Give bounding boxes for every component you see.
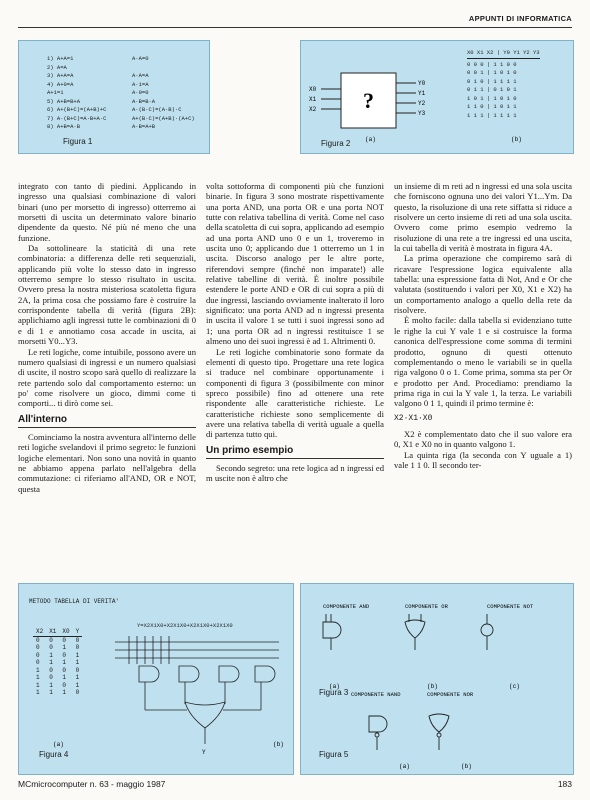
truth-table-cell: 0 — [62, 666, 67, 674]
truth-table-cell: 0 — [49, 644, 53, 651]
and-gate-icon — [323, 622, 341, 638]
paragraph: X2 è complementato dato che il suo valore era 0, X1 e X0 no in quanto valgono 1. — [394, 428, 572, 450]
nor-gate-icon — [429, 714, 449, 732]
truth-table-row: 1 0 1 | 1 0 1 0 — [467, 94, 517, 102]
input-x0-label: X0 — [309, 86, 317, 93]
figure-4-expression: Y=X2X1X0+X2X1X0+X2X1X0+X2X1X0 — [137, 622, 233, 629]
truth-table-cell: 0 — [36, 659, 40, 666]
identity-left: 6) A+(B+C)=(A+B)+C — [47, 106, 107, 113]
section-header: APPUNTI DI INFORMATICA — [468, 14, 572, 23]
formula-term: X2·X1·X0 — [394, 413, 433, 423]
identity-right: A·A=A — [132, 72, 149, 79]
nand-title: COMPONENTE NAND — [351, 691, 401, 698]
truth-table-row: 1 1 0 | 1 0 1 1 — [467, 103, 517, 110]
paragraph: Le reti logiche combinatorie sono formate da elementi di questo tipo. Progettare una rete logica si traduce nel combinare opportunamente i componenti di figura 3 (possibilmente con minor spreco possibile) fino ad ottenere una rete rispondente alle caratteristiche richieste. Le caratteristiche richieste sono semplicemente di avere una relativa tabella di verità uguale a quella di partenza tutto qui. — [206, 346, 384, 440]
fig5-sub-b: (b) — [461, 763, 472, 770]
truth-table-cell: 0 — [49, 636, 53, 644]
identity-row — [47, 98, 207, 107]
truth-table-cell: 1 — [62, 689, 67, 696]
truth-table-header-cell: X1 — [46, 628, 59, 636]
truth-table-2 — [467, 49, 540, 120]
identity-right: A·B=B·A — [132, 97, 156, 105]
truth-table-cell: 1 — [75, 651, 80, 659]
truth-table-cell: 1 — [62, 674, 67, 681]
fig3-sub-b: (b) — [427, 683, 438, 690]
truth-table-cell: 1 — [36, 681, 40, 689]
paragraph: un insieme di m reti ad n ingressi ed una sola uscita che forniscono ognuna uno dei valori Y1...Ym. Da questo, la risoluzione di una rete siffatta si riduce a risolvere un certo insieme di reti ad una sola uscita. Ovvero come primo esempio vedremo la risoluzione di una rete a tre ingressi ed una uscita, la cui tabella di verità è mostrata in figura 4A. — [394, 181, 572, 254]
truth-table-cell: 0 — [75, 666, 80, 674]
identity-right: A·B=A+B — [132, 123, 156, 130]
fig4-sub-a: (a) — [53, 741, 64, 748]
not-title: COMPONENTE NOT — [487, 603, 534, 610]
truth-table-cell: 1 — [36, 689, 40, 696]
truth-table-cell: 0 — [49, 674, 53, 681]
identity-row — [47, 72, 207, 81]
circuit-output-label: Y — [202, 749, 206, 756]
identity-right: A·0=0 — [132, 89, 149, 96]
truth-table-cell: 0 — [36, 644, 40, 651]
truth-table-cell: 1 — [36, 666, 40, 674]
output-y1-label: Y1 — [418, 90, 426, 97]
truth-table-cell: 1 — [49, 681, 53, 689]
header-divider — [18, 27, 572, 28]
truth-table-cell: 0 — [49, 666, 53, 674]
paragraph: Cominciamo la nostra avventura all'interno delle reti logiche svelandovi il primo segreto: le funzioni logiche elementari. Non sono una novità in quanto ne abbiamo appena parlato nell'algebra della commutazione: ci riferiamo all'AND, OR e NOT, questa — [18, 431, 196, 494]
output-y3-label: Y3 — [418, 110, 426, 117]
fig4-sub-b: (b) — [273, 741, 284, 748]
figure-4-box — [18, 583, 294, 775]
identity-right: A·1=A — [132, 80, 149, 88]
identity-left: 1) A+A=1 — [47, 55, 74, 62]
boolean-identities-list — [47, 55, 207, 132]
truth-table-header-cell: X0 — [59, 628, 72, 636]
truth-table-row: 0 1 1 | 0 1 0 1 — [467, 86, 517, 93]
fig2-sub-a: (a) — [365, 136, 376, 143]
input-x1-label: X1 — [309, 96, 317, 103]
paragraph: Da sottolineare la staticità di una rete combinatoria: a differenza delle reti sequenziali, applicando più volte lo stesso dato in ingresso otterremo sempre lo stesso risultato in uscita. Ovvero presa la nostra misteriosa scatoletta figura 2A, la prima cosa che possiamo fare è costruire la corrispondente tabella di verità (figura 2B): applichiamo agli ingressi tutte le combinazioni di 0 e di 1 e annotiamo cosa accade in uscita, ai morsetti Y0...Y3. — [18, 243, 196, 347]
truth-table-cell: 1 — [75, 674, 80, 681]
identity-right: A+(B·C)=(A+B)·(A+C) — [132, 114, 195, 122]
truth-table-row: 0 0 0 | 1 1 0 0 — [467, 60, 517, 68]
or-gate-icon — [405, 620, 425, 638]
output-y0-label: Y0 — [418, 80, 426, 87]
figure-2-caption: Figura 2 — [321, 139, 351, 148]
text-column-2 — [206, 181, 384, 484]
text-column-3 — [394, 181, 572, 470]
truth-table-cell: 0 — [75, 644, 80, 651]
figure-1-caption: Figura 1 — [63, 137, 93, 146]
identity-left: 5) A+B=B+A — [47, 97, 81, 105]
truth-table-header-cell: Y — [73, 628, 83, 636]
paragraph: Le reti logiche, come intuibile, possono avere un numero qualsiasi di ingressi e un numero qualsiasi di uscite, il nostro scopo sarà quello di realizzare la rete partendo solo dal comportamento esterno: un po' come risolvere un gioco, dimmi come ti comporti... ti dirò come sei. — [18, 346, 196, 409]
truth-table-header-cell: X2 — [33, 628, 46, 636]
section-heading-allinterno: All'interno — [18, 415, 196, 428]
truth-table-cell: 0 — [62, 636, 67, 644]
truth-table-row: 1 1 1 | 1 1 1 1 — [467, 111, 517, 119]
truth-table-cell: 1 — [49, 659, 53, 666]
truth-table-cell: 0 — [36, 651, 40, 659]
figure-4-caption: Figura 4 — [39, 750, 69, 759]
truth-table-cell: 1 — [75, 659, 80, 666]
logic-gates-diagram — [301, 584, 573, 774]
paragraph: integrato con tanto di piedini. Applicando in ingresso una qualsiasi combinazione di valori binari (uno per morsetto di ingresso) otterremo ai morsetti di uscita un determinato valore binario dipendente da questo. Né più né meno che una funzione. — [18, 181, 196, 243]
identity-row — [47, 89, 207, 98]
and-title: COMPONENTE AND — [323, 603, 370, 610]
or-title: COMPONENTE OR — [405, 603, 448, 610]
identity-row — [47, 115, 207, 124]
truth-table-2-header: X0 X1 X2 | Y0 Y1 Y2 Y3 — [467, 49, 540, 59]
fig5-sub-a: (a) — [399, 763, 410, 770]
footer-magazine: MCmicrocomputer n. 63 - maggio 1987 — [18, 779, 166, 789]
section-heading-primo-esempio: Un primo esempio — [206, 446, 384, 459]
truth-table-cell: 0 — [62, 681, 67, 689]
paragraph: Secondo segreto: una rete logica ad n ingressi ed m uscite non è altro che — [206, 462, 384, 484]
paragraph: volta sottoforma di componenti più che funzioni binarie. In figura 3 sono mostrate rispettivamente una porta AND, una porta OR e una porta NOT tutte con relativa tabellina di verità. Come nel caso della scatoletta di cui sopra, applicando ad esempio ad una porta AND uno 0 e un 1, troveremo in uscita uno 0; applicando due 1 otterremo un 1 in uscita. Discorso analogo per le altre porte, riferendovi sempre (finché non imparate!) alle relative tabelline di verità. È inoltre possibile estendere le porte AND e OR di cui sopra a più di due ingressi, lasciando ovviamente inalterato il loro significato: una porta AND ad n ingressi presenta in uscita il valore 1 se tutti i suoi ingressi sono ad 1; una porta OR ad n ingressi restituisce 1 se almeno uno dei suoi ingressi è ad 1. Altrimenti 0. — [206, 181, 384, 347]
figure-4-title: METODO TABELLA DI VERITA' — [29, 598, 120, 605]
figure-5-caption: Figura 5 — [319, 750, 349, 759]
output-y2-label: Y2 — [418, 100, 426, 107]
figure-2-box — [300, 40, 574, 154]
truth-table-cell: 1 — [62, 659, 67, 666]
input-x2-label: X2 — [309, 106, 317, 113]
figure-1-box — [18, 40, 210, 154]
identity-right: A·A=0 — [132, 55, 149, 62]
truth-table-cell: 0 — [75, 636, 80, 644]
truth-table-cell: 1 — [36, 674, 40, 681]
truth-table-cell: 1 — [75, 681, 80, 689]
page-number: 183 — [557, 779, 572, 789]
identity-row — [47, 81, 207, 90]
identity-left: 2) A=A — [47, 63, 67, 71]
truth-table-cell: 0 — [75, 689, 80, 696]
paragraph: È molto facile: dalla tabella si evidenziano tutte le righe la cui Y vale 1 e si costruisce la forma canonica dell'espressione come somma di termini prodotto, ognuno di questi ottenuto complementando o meno le variabili se in quella riga valgono 0 o 1. Come prima, somma sta per Or e prodotto per And. Procediamo: prendiamo la prima riga in cui la Y vale 1, la terza. Le variabili valgono 0 1 1, quindi il primo termine è: — [394, 315, 572, 409]
truth-table-row: 0 1 0 | 1 1 1 1 — [467, 77, 517, 85]
truth-table-row: 0 0 1 | 1 0 1 0 — [467, 69, 517, 76]
paragraph: La quinta riga (la seconda con Y uguale a 1) vale 1 1 0. Il secondo ter- — [394, 449, 572, 470]
fig2-sub-b: (b) — [511, 136, 522, 143]
identity-row — [47, 55, 207, 64]
text-column-1 — [18, 181, 196, 494]
identity-row — [47, 64, 207, 73]
logic-circuit-diagram — [19, 584, 293, 774]
identity-left: 3) A+A=A — [47, 72, 74, 79]
truth-table-cell: 1 — [62, 644, 67, 651]
identity-row — [47, 123, 207, 132]
identity-right: A·(B·C)=(A·B)·C — [132, 106, 182, 113]
figure-3-5-box — [300, 583, 574, 775]
not-gate-icon — [481, 624, 493, 636]
truth-table-2-rows — [467, 61, 540, 121]
paragraph: La prima operazione che compiremo sarà di ricavare l'espressione logica equivalente alla tabella: una espressione fatta di Not, And e Or che valutata (sostituendo i valori per X0, X1 e X2) ha un comportamento analogo a quello della rete da risolvere. — [394, 253, 572, 316]
truth-table-cell: 0 — [62, 651, 67, 659]
identity-left: 7) A·(B+C)=A·B+A·C — [47, 114, 107, 122]
truth-table-cell: 0 — [36, 636, 40, 644]
nand-gate-icon — [369, 716, 387, 732]
identity-left: A+1=1 — [47, 89, 64, 96]
identity-row — [47, 106, 207, 115]
truth-table-cell: 1 — [49, 689, 53, 696]
identity-left: 4) A+0=A — [47, 80, 74, 88]
fig3-sub-c: (c) — [509, 683, 520, 690]
unknown-box-label: ? — [363, 88, 374, 113]
nor-title: COMPONENTE NOR — [427, 691, 474, 698]
figure-3-caption: Figura 3 — [319, 688, 349, 697]
identity-left: 8) A+B=A·B — [47, 123, 81, 130]
truth-table-cell: 1 — [49, 651, 53, 659]
fig3-sub-a: (a) — [329, 683, 340, 690]
